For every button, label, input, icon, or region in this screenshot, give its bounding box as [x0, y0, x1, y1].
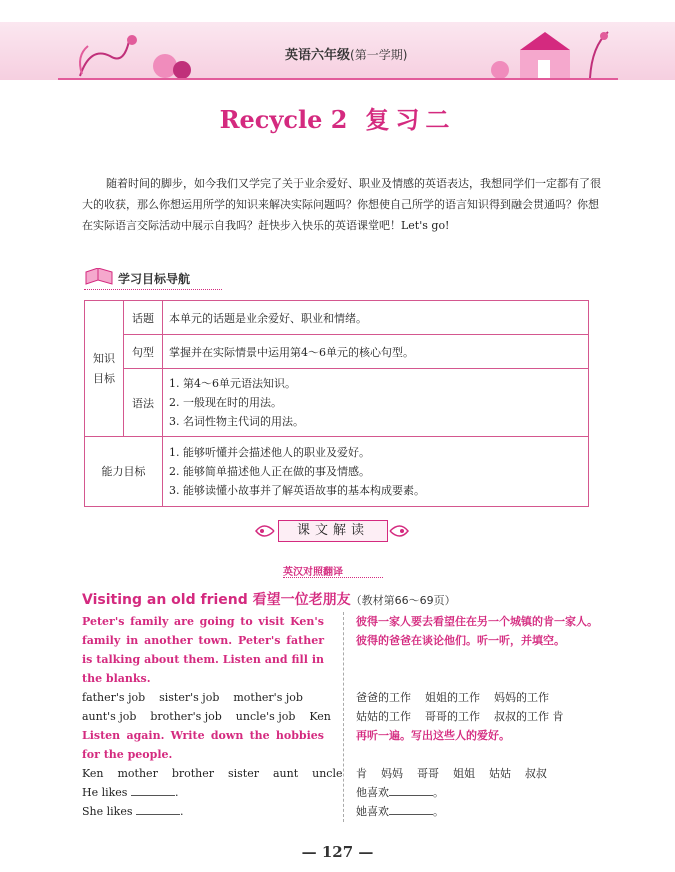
english-instruction-1: Peter's family are going to visit Ken's family in another town. Peter's father is talking about them. Listen and fill in the blanks.	[82, 615, 324, 685]
page-title-en: Recycle 2	[219, 105, 348, 134]
answer-blank[interactable]	[389, 785, 433, 796]
ability-item: 3. 能够读懂小故事并了解英语故事的基本构成要素。	[169, 484, 425, 497]
ornament-left-icon	[252, 519, 276, 543]
english-jobs-row-2: aunt's job brother's job uncle's job Ken	[82, 710, 331, 723]
goals-heading-text: 学习目标导航	[118, 272, 191, 286]
page-title	[0, 100, 675, 135]
chinese-column	[356, 612, 606, 821]
goals-table	[84, 300, 589, 507]
column-divider	[343, 612, 344, 822]
lesson-banner	[252, 519, 412, 543]
pattern-text: 掌握并在实际情景中运用第4～6单元的核心句型。	[163, 335, 589, 369]
ability-list	[163, 437, 589, 507]
grammar-item: 2. 一般现在时的用法。	[169, 396, 282, 409]
answer-blank[interactable]	[136, 804, 180, 815]
intro-paragraph: 随着时间的脚步，如今我们又学完了关于业余爱好、职业及情感的英语表达，我想同学们一定都有了很大的收获，那么你想运用所学的知识来解决实际问题吗？你想使自己所学的语言知识得到融会贯通吗？你想在实际语言交际活动中展示自我吗？赶快步入快乐的英语课堂吧！Let's go!	[82, 177, 601, 232]
pattern-label: 句型	[124, 335, 163, 369]
english-instruction-2: Listen again. Write down the hobbies for the people.	[82, 729, 324, 761]
ability-item: 2. 能够简单描述他人正在做的事及情感。	[169, 465, 370, 478]
answer-blank[interactable]	[389, 804, 433, 815]
goals-heading-underline	[84, 288, 222, 290]
translation-subheading: 英汉对照翻译	[283, 567, 343, 578]
chinese-people-row: 肯 妈妈 哥哥 姐姐 姑姑 叔叔	[356, 767, 547, 780]
book-title	[285, 44, 407, 63]
chinese-jobs-row-2: 姑姑的工作 哥哥的工作 叔叔的工作 肯	[356, 710, 564, 723]
ornament-right-icon	[388, 519, 412, 543]
ability-goals-label: 能力目标	[85, 437, 163, 507]
knowledge-goals-label: 知识目标	[85, 301, 124, 437]
chinese-jobs-row-1: 爸爸的工作 姐姐的工作 妈妈的工作	[356, 691, 549, 704]
book-title-text: 英语六年级	[285, 48, 351, 63]
lesson-banner-text: 课文解读	[278, 520, 388, 542]
lesson-source: （教材第66～69页）	[350, 594, 456, 607]
grammar-item: 3. 名词性物主代词的用法。	[169, 415, 304, 428]
castle-decoration-icon	[480, 26, 620, 82]
ability-item: 1. 能够听懂并会描述他人的职业及爱好。	[169, 446, 370, 459]
page-number: — 127 —	[301, 843, 374, 861]
lesson-title	[82, 589, 456, 609]
chinese-she-likes: 她喜欢 。	[356, 805, 444, 818]
book-subtitle: (第一学期)	[350, 48, 408, 62]
english-jobs-row-1: father's job sister's job mother's job	[82, 691, 303, 704]
grammar-label: 语法	[124, 369, 163, 437]
grammar-item: 1. 第4～6单元语法知识。	[169, 377, 296, 390]
flower-decoration-icon	[70, 26, 200, 82]
english-she-likes: She likes .	[82, 805, 184, 818]
english-people-row: Ken mother brother sister aunt uncle	[82, 767, 343, 780]
header-rule	[58, 78, 618, 80]
grammar-list	[163, 369, 589, 437]
chinese-he-likes: 他喜欢 。	[356, 786, 444, 799]
answer-blank[interactable]	[131, 785, 175, 796]
page-title-cn: 复习二	[365, 105, 456, 134]
english-column	[82, 612, 343, 821]
subheading-underline	[283, 577, 383, 578]
lesson-title-cn: 看望一位老朋友	[252, 592, 351, 608]
topic-text: 本单元的话题是业余爱好、职业和情绪。	[163, 301, 589, 335]
topic-label: 话题	[124, 301, 163, 335]
book-icon	[84, 268, 114, 288]
english-he-likes: He likes .	[82, 786, 179, 799]
chinese-instruction-1: 彼得一家人要去看望住在另一个城镇的肯一家人。彼得的爸爸在谈论他们。听一听，并填空。	[356, 615, 598, 647]
chinese-instruction-2: 再听一遍。写出这些人的爱好。	[356, 729, 510, 742]
lesson-title-en: Visiting an old friend	[82, 592, 248, 608]
